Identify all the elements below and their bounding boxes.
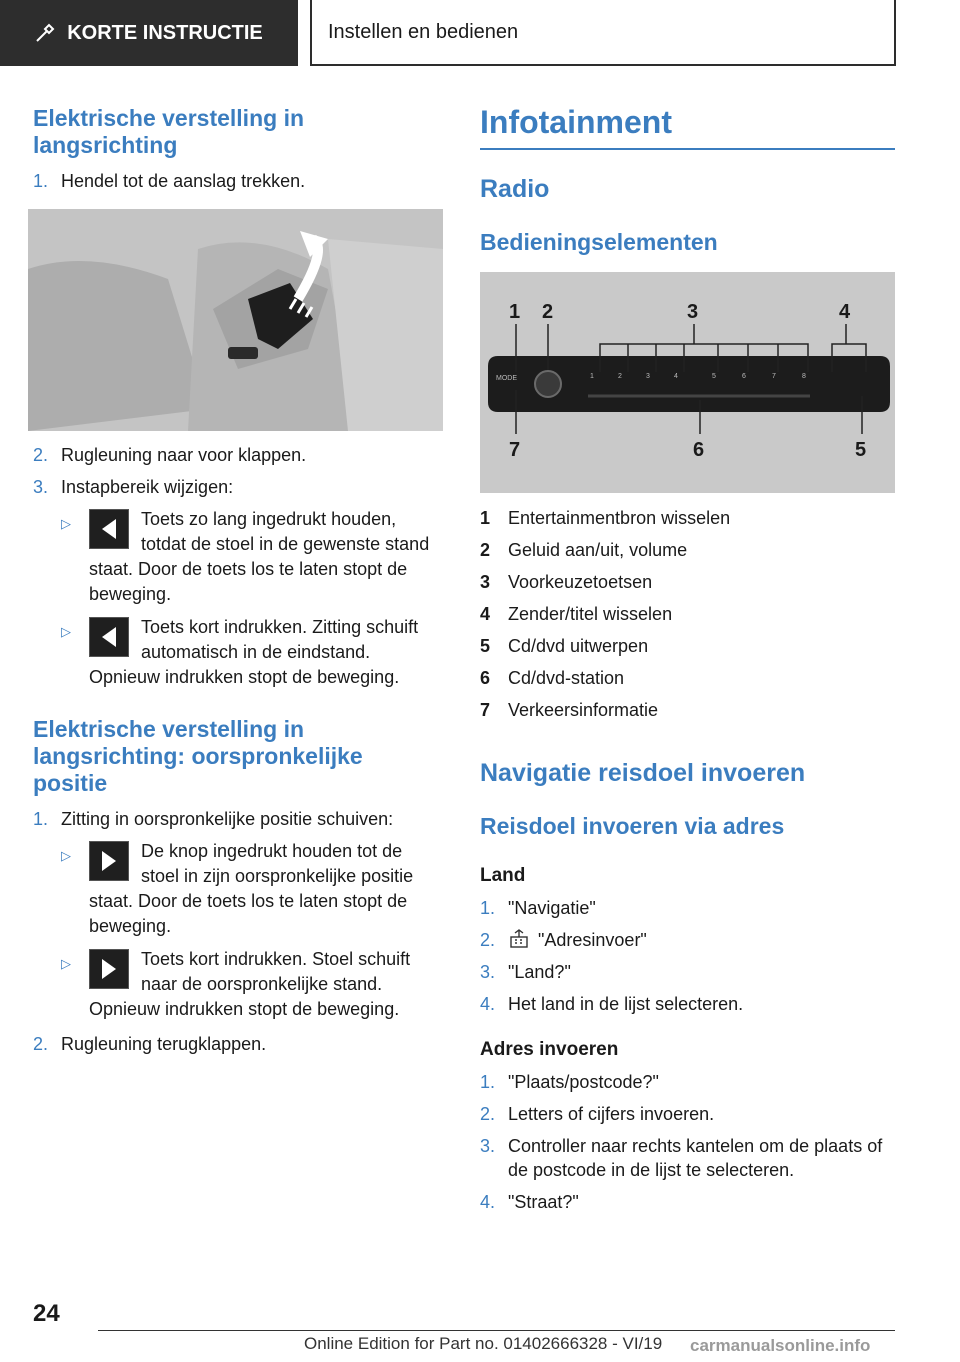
step-text: "Navigatie" [508, 898, 596, 918]
step-number: 4. [480, 994, 496, 1014]
step-text [508, 928, 895, 952]
preset-label: 4 [674, 373, 678, 380]
step-text-value: "Adresinvoer" [538, 930, 647, 950]
footer-divider [98, 1330, 895, 1331]
legend-text: Verkeersinformatie [508, 700, 659, 720]
preset-label: 3 [646, 373, 650, 380]
header-section-label: Instellen en bedienen [328, 20, 519, 43]
legend-number: 3 [480, 572, 491, 592]
radio-controls-diagram [480, 272, 895, 493]
step-item [33, 1032, 443, 1056]
step-number: 1. [480, 898, 496, 918]
step-text: Rugleuning naar voor klappen. [61, 445, 307, 465]
country-steps [480, 896, 895, 1016]
bullet-text: De knop ingedrukt houden tot de stoel in zijn oorspronkelijke positie staat. Door de toets los te laten stopt de beweging. [89, 841, 414, 936]
bullet-item [61, 947, 443, 1022]
page-number: 24 [33, 1300, 60, 1327]
step-item [480, 896, 895, 920]
heading-original-position: Elektrische verstelling in langsrichting: oorspronkelijke positie [33, 716, 363, 796]
legend-number: 6 [480, 668, 491, 688]
step-item [480, 928, 895, 952]
step-number: 4. [480, 1192, 496, 1212]
legend-text: Entertainmentbron wisselen [508, 508, 731, 528]
step-number: 1. [33, 171, 49, 191]
callout-2: 2 [542, 301, 554, 323]
preset-label: 2 [618, 373, 622, 380]
legend-list [480, 502, 895, 726]
bullet-text: Toets zo lang ingedrukt houden, totdat de stoel in de gewenste stand staat. Door de toets los te laten stopt de beweging. [89, 509, 430, 604]
preset-label: 1 [590, 373, 594, 380]
address-steps [480, 1070, 895, 1214]
step-item [480, 1070, 895, 1094]
mode-label: MODE [496, 375, 517, 382]
step-number: 3. [480, 962, 496, 982]
callout-7: 7 [509, 439, 521, 461]
heading-lengthwise: Elektrische verstelling in langsrichting [33, 105, 305, 158]
step-number: 1. [33, 809, 49, 829]
step-item [480, 992, 895, 1016]
legend-text: Cd/dvd-station [508, 668, 625, 688]
step-text: Instapbereik wijzigen: [61, 477, 234, 497]
triangle-bullet-icon: ▷ [61, 848, 71, 863]
step-number: 2. [33, 445, 49, 465]
legend-text: Cd/dvd uitwerpen [508, 636, 649, 656]
address-input-icon [508, 928, 530, 950]
legend-number: 7 [480, 700, 491, 720]
preset-label: 5 [712, 373, 716, 380]
heading-address-entry: Adres invoeren [480, 1039, 619, 1060]
legend-item [480, 598, 895, 630]
step-item [33, 475, 443, 499]
seat-lever-photo [28, 209, 443, 431]
step-text: Controller naar rechts kantelen om de plaats of de postcode in de lijst te selecteren. [508, 1136, 883, 1180]
step-text: "Plaats/postcode?" [508, 1072, 659, 1092]
legend-item [480, 566, 895, 598]
step-item [33, 443, 443, 467]
step-text: "Land?" [508, 962, 571, 982]
step-number: 2. [480, 1104, 496, 1124]
step-item [480, 1102, 895, 1126]
bullet-text: Toets kort indrukken. Zitting schuift automatisch in de eindstand. Opnieuw indrukken stopt de beweging. [89, 617, 419, 687]
preset-label: 8 [802, 373, 806, 380]
footer-watermark: carmanualsonline.info [690, 1336, 871, 1355]
step-item [480, 1134, 895, 1182]
legend-item [480, 534, 895, 566]
step-text: Hendel tot de aanslag trekken. [61, 171, 306, 191]
triangle-bullet-icon: ▷ [61, 624, 71, 639]
left-column [33, 100, 443, 1056]
seat-backward-button-icon [89, 509, 129, 549]
legend-item [480, 502, 895, 534]
step-number: 2. [480, 930, 496, 950]
step-item [480, 960, 895, 984]
callout-6: 6 [693, 439, 705, 461]
callout-4: 4 [839, 301, 851, 323]
seat-backward-button-icon [89, 617, 129, 657]
header-section [310, 0, 896, 66]
bullet-item [61, 507, 443, 607]
bullet-item [61, 615, 443, 690]
callout-3: 3 [687, 301, 699, 323]
step-item [480, 1190, 895, 1214]
legend-item [480, 662, 895, 694]
triangle-bullet-icon: ▷ [61, 516, 71, 531]
legend-number: 4 [480, 604, 491, 624]
step-number: 2. [33, 1034, 49, 1054]
preset-label: 7 [772, 373, 776, 380]
quick-reference-icon [35, 23, 55, 43]
step-text: "Straat?" [508, 1192, 579, 1212]
legend-text: Zender/titel wisselen [508, 604, 673, 624]
legend-number: 1 [480, 508, 491, 528]
heading-destination-by-address: Reisdoel invoeren via adres [480, 813, 785, 839]
step-item [33, 169, 443, 193]
heading-navigation: Navigatie reisdoel invoeren [480, 759, 806, 787]
triangle-bullet-icon: ▷ [61, 956, 71, 971]
header-tab-label: KORTE INSTRUCTIE [67, 21, 263, 44]
seat-forward-button-icon [89, 841, 129, 881]
legend-text: Geluid aan/uit, volume [508, 540, 688, 560]
heading-radio: Radio [480, 175, 550, 203]
header-tab [0, 0, 298, 66]
step-number: 3. [33, 477, 49, 497]
heading-country: Land [480, 865, 526, 886]
callout-5: 5 [855, 439, 867, 461]
step-number: 3. [480, 1136, 496, 1156]
legend-item [480, 630, 895, 662]
legend-number: 2 [480, 540, 491, 560]
step-number: 1. [480, 1072, 496, 1092]
legend-text: Voorkeuzetoetsen [508, 572, 653, 592]
right-column [480, 100, 895, 1214]
legend-item [480, 694, 895, 726]
seat-forward-button-icon [89, 949, 129, 989]
callout-1: 1 [509, 301, 521, 323]
preset-label: 6 [742, 373, 746, 380]
bullet-item [61, 839, 443, 939]
heading-controls: Bedieningselementen [480, 229, 718, 255]
step-text: Rugleuning terugklappen. [61, 1034, 267, 1054]
bullet-text: Toets kort indrukken. Stoel schuift naar de oorspronkelijke stand. Opnieuw indrukken stopt de beweging. [89, 949, 411, 1019]
legend-number: 5 [480, 636, 491, 656]
step-text: Zitting in oorspronkelijke positie schuiven: [61, 809, 394, 829]
step-text: Het land in de lijst selecteren. [508, 994, 744, 1014]
footer-edition: Online Edition for Part no. 01402666328 - VI/19 [304, 1334, 663, 1353]
step-text: Letters of cijfers invoeren. [508, 1104, 715, 1124]
step-item [33, 807, 443, 831]
page-title: Infotainment [480, 100, 895, 150]
